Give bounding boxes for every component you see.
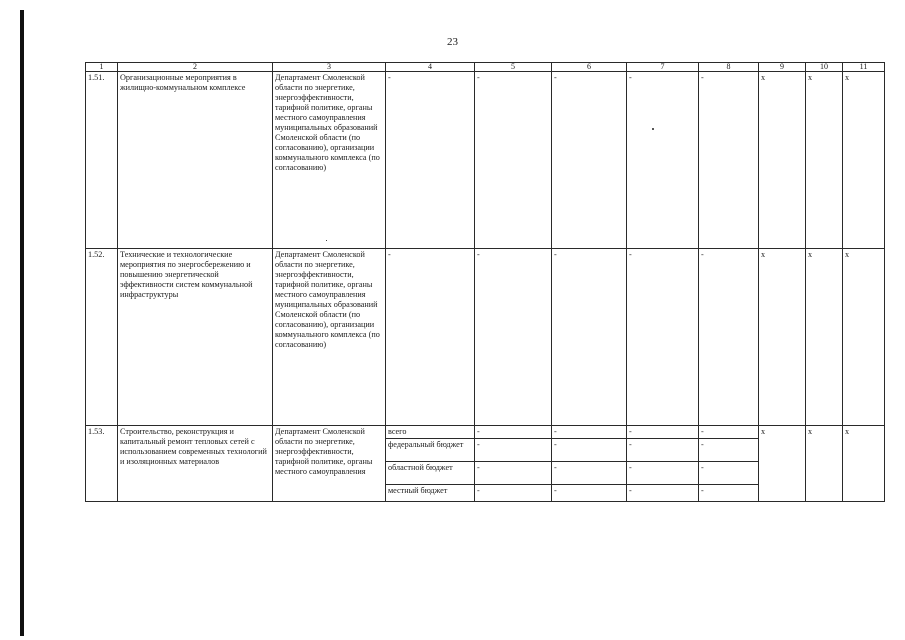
cell-c6: - — [552, 462, 627, 485]
cell-c7: - — [627, 485, 699, 502]
col-header: 1 — [86, 63, 118, 72]
cell-c9: х — [759, 249, 806, 426]
table-row — [86, 249, 885, 426]
cell-c8: - — [699, 426, 759, 439]
cell-c4: - — [386, 249, 475, 426]
measure-name: Организационные мероприятия в жилищно-коммунальном комплексе — [118, 72, 273, 249]
source-label: федеральный бюджет — [386, 439, 475, 462]
executor: Департамент Смоленской области по энергетике, энергоэффективности, тарифной политике, органы местного самоуправления муниципальных образований Смоленской области (по согласованию), организации коммунального комплекса (по согласованию) — [273, 249, 386, 426]
cell-c10: х — [806, 426, 843, 502]
source-label: областной бюджет — [386, 462, 475, 485]
cell-c9: х — [759, 72, 806, 249]
measure-name: Строительство, реконструкция и капитальный ремонт тепловых сетей с использованием современных технологий и изоляционных материалов — [118, 426, 273, 502]
cell-c6: - — [552, 439, 627, 462]
cell-c5: - — [475, 439, 552, 462]
scan-edge-bar — [20, 10, 24, 636]
cell-c4: - — [386, 72, 475, 249]
cell-c8: - — [699, 485, 759, 502]
row-number: 1.52. — [86, 249, 118, 426]
measures-table — [85, 62, 885, 502]
cell-c5: - — [475, 426, 552, 439]
row-number: 1.53. — [86, 426, 118, 502]
col-header: 4 — [386, 63, 475, 72]
col-header: 9 — [759, 63, 806, 72]
col-header: 2 — [118, 63, 273, 72]
table-row — [86, 426, 885, 439]
source-label: всего — [386, 426, 475, 439]
cell-c6: - — [552, 426, 627, 439]
page-number: 23 — [447, 36, 458, 48]
cell-c7: - — [627, 462, 699, 485]
cell-c5: - — [475, 249, 552, 426]
row-number: 1.51. — [86, 72, 118, 249]
cell-c8: - — [699, 439, 759, 462]
cell-c7: - — [627, 426, 699, 439]
col-header: 8 — [699, 63, 759, 72]
cell-c7: - — [627, 439, 699, 462]
cell-c6: - — [552, 72, 627, 249]
cell-c5: - — [475, 462, 552, 485]
executor: Департамент Смоленской области по энергетике, энергоэффективности, тарифной политике, органы местного самоуправления — [273, 426, 386, 502]
cell-c10: х — [806, 249, 843, 426]
cell-c11: х — [843, 72, 885, 249]
table-row — [86, 72, 885, 249]
cell-c11: х — [843, 426, 885, 502]
col-header: 7 — [627, 63, 699, 72]
column-number-row — [86, 63, 885, 72]
cell-c8: - — [699, 72, 759, 249]
col-header: 5 — [475, 63, 552, 72]
cell-c6: - — [552, 485, 627, 502]
col-header: 3 — [273, 63, 386, 72]
cell-c5: - — [475, 72, 552, 249]
source-label: местный бюджет — [386, 485, 475, 502]
cell-c9: х — [759, 426, 806, 502]
measure-name: Технические и технологические мероприятия по энергосбережению и повышению энергетической эффективности систем коммунальной инфраструктуры — [118, 249, 273, 426]
executor: Департамент Смоленской области по энергетике, энергоэффективности, тарифной политике, органы местного самоуправления муниципальных образований Смоленской области (по согласованию), организации коммунального комплекса (по согласованию) — [273, 72, 386, 249]
cell-c7: - — [627, 72, 699, 249]
cell-c7: - — [627, 249, 699, 426]
col-header: 6 — [552, 63, 627, 72]
cell-c10: х — [806, 72, 843, 249]
col-header: 10 — [806, 63, 843, 72]
cell-c8: - — [699, 249, 759, 426]
col-header: 11 — [843, 63, 885, 72]
cell-c5: - — [475, 485, 552, 502]
cell-c6: - — [552, 249, 627, 426]
cell-c11: х — [843, 249, 885, 426]
cell-c8: - — [699, 462, 759, 485]
